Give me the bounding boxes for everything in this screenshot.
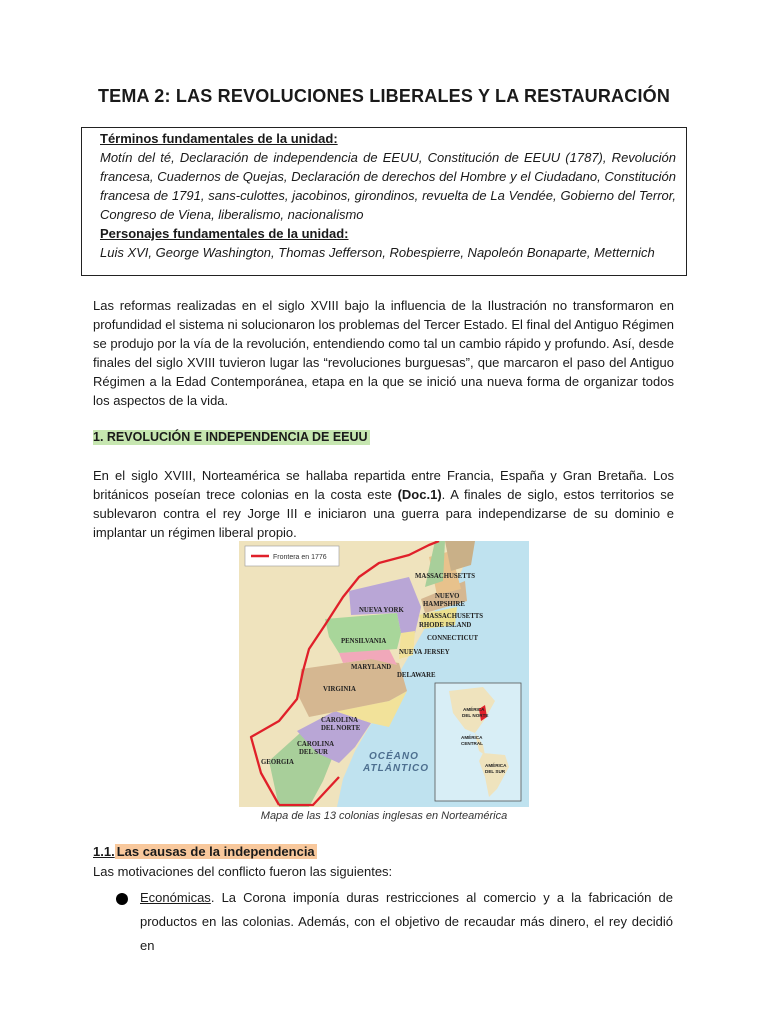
label-massachusetts-north: MASSACHUSETTS [415, 573, 476, 580]
label-virginia: VIRGINIA [323, 686, 356, 693]
label-connecticut: CONNECTICUT [427, 635, 478, 642]
people-heading: Personajes fundamentales de la unidad: [100, 226, 349, 241]
label-rhode-island: RHODE ISLAND [419, 622, 472, 629]
label-north-carolina-1: CAROLINA [321, 717, 359, 724]
bullet-body: . La Corona imponía duras restricciones al comercio y a la fabricación de productos en las colonias. Además, con el objetivo de recaudar más dinero, el rey decidió en [140, 890, 673, 953]
key-terms-box [81, 127, 687, 276]
section-heading: 1. REVOLUCIÓN E INDEPENDENCIA DE EEUU [93, 430, 368, 444]
intro-paragraph: Las reformas realizadas en el siglo XVIII bajo la influencia de la Ilustración no transformaron en profundidad el sistema ni solucionaron los problemas del Tercer Estado. El final del Antiguo Régimen se produjo por la vía de la revolución, entendiendo como tal un cambio rápido y profundo. Así, desde finales del siglo XVIII tuvieron lugar las “revoluciones burguesas”, que marcaron el paso del Antiguo Régimen a la Edad Contemporánea, etapa en la que se inició una nueva forma de organizar todos los aspectos de la vida. [93, 298, 674, 408]
label-pennsylvania: PENSILVANIA [341, 638, 387, 645]
subsection-number: 1.1. [93, 844, 115, 859]
label-maryland: MARYLAND [351, 664, 392, 671]
page-title: TEMA 2: LAS REVOLUCIONES LIBERALES Y LA RESTAURACIÓN [97, 86, 671, 106]
label-north-carolina-2: DEL NORTE [321, 725, 361, 732]
section1-paragraph [93, 466, 674, 542]
section1-text-a: En el siglo XVIII, Norteamérica se hallaba repartida entre Francia, España y Gran Bretaña. Los británicos poseían trece colonias en la costa este [93, 468, 674, 502]
label-delaware: DELAWARE [397, 672, 436, 679]
ocean-label-1: OCÉANO [369, 751, 419, 762]
inset-label-south-1: AMÉRICA [485, 763, 507, 768]
people-text: Luis XVI, George Washington, Thomas Jefferson, Robespierre, Napoleón Bonaparte, Metternich [100, 245, 655, 260]
label-georgia: GEORGIA [261, 759, 294, 766]
pennsylvania-region [325, 613, 401, 653]
section1-text-b: . A finales de siglo, estos territorios se sublevaron contra el rey Jorge III e iniciaron una guerra para independizarse de su dominio e implantar un régimen liberal propio. [93, 487, 674, 540]
label-new-jersey: NUEVA JERSEY [399, 649, 450, 656]
inset-label-north-2: DEL NORTE [462, 713, 489, 718]
bullet-economicas [140, 886, 673, 958]
label-new-york: NUEVA YORK [359, 607, 404, 614]
subsection-title: Las causas de la independencia [116, 844, 315, 859]
map-caption: Mapa de las 13 colonias inglesas en Norteamérica [260, 810, 508, 822]
doc-reference: (Doc.1) [397, 487, 442, 502]
label-new-hampshire-2: HAMPSHIRE [423, 601, 465, 608]
legend-label: Frontera en 1776 [273, 554, 327, 561]
bullet-term: Económicas [140, 890, 211, 905]
inset-label-south-2: DEL SUR [485, 769, 506, 774]
inset-label-central-1: AMÉRICA [461, 735, 483, 740]
ocean-label-2: ATLÁNTICO [363, 763, 430, 774]
motivations-intro: Las motivaciones del conflicto fueron las siguientes: [93, 864, 393, 879]
inset-label-north-1: AMÉRICA [463, 707, 485, 712]
terms-text: Motín del té, Declaración de independencia de EEUU, Constitución de EEUU (1787), Revolución francesa, Cuadernos de Quejas, Declaración de derechos del Hombre y el Ciudadano, Constitución francesa de 1791, sans-culottes, jacobinos, girondinos, revuelta de La Vendée, Gobierno del Terror, Congreso de Viena, liberalismo, nacionalismo [100, 150, 676, 222]
colonies-map [239, 541, 529, 807]
terms-heading: Términos fundamentales de la unidad: [100, 131, 338, 146]
label-massachusetts: MASSACHUSETTS [423, 613, 484, 620]
inset-label-central-2: CENTRAL [461, 741, 483, 746]
subsection-heading [93, 844, 317, 859]
label-new-hampshire-1: NUEVO [435, 593, 460, 600]
label-south-carolina-2: DEL SUR [299, 749, 328, 756]
bullet-dot [116, 893, 128, 905]
label-south-carolina-1: CAROLINA [297, 741, 335, 748]
colonies-map-svg [239, 541, 529, 807]
